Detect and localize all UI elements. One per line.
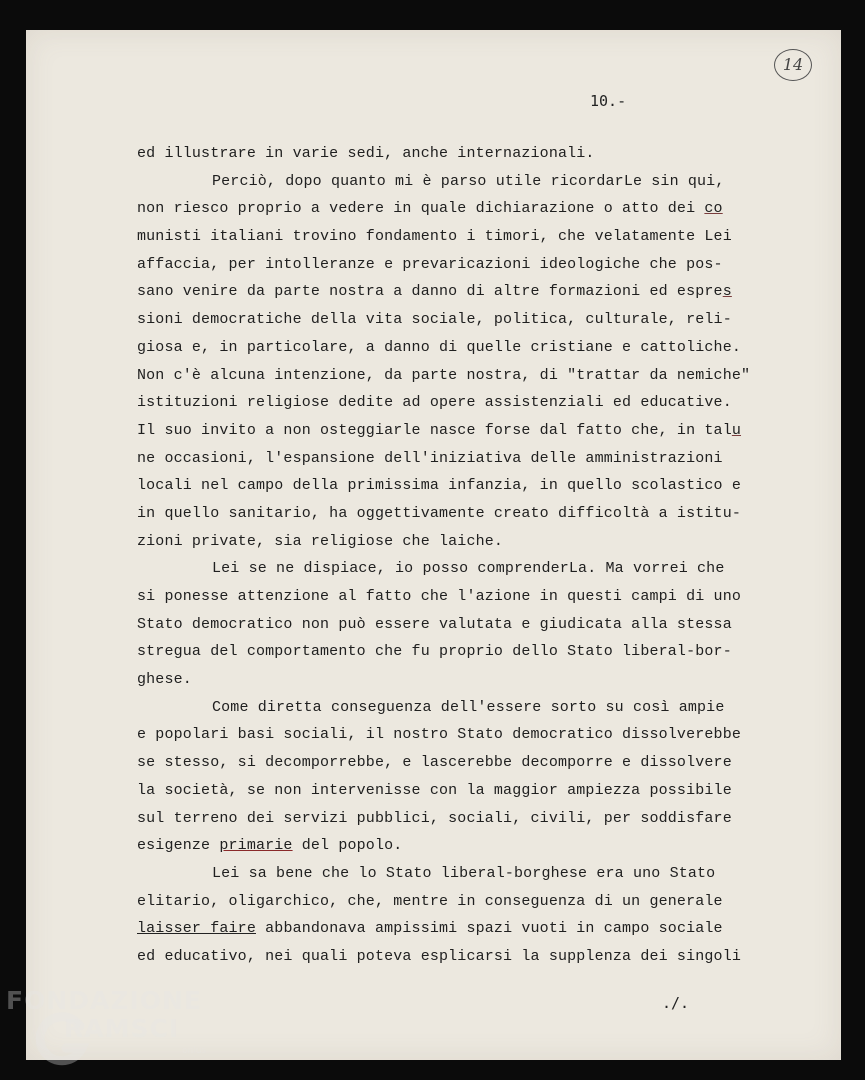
text-line: ghese. bbox=[137, 671, 192, 689]
watermark-suffix: onlus bbox=[182, 1046, 207, 1056]
text-segment: sano venire da parte nostra a danno di altre formazioni ed espre bbox=[137, 283, 723, 301]
text-line: Lei se ne dispiace, io posso comprenderLa. Ma vorrei che bbox=[212, 560, 725, 578]
text-segment: non riesco proprio a vedere in quale dichiarazione o atto dei bbox=[137, 200, 705, 218]
text-line: ne occasioni, l'espansione dell'iniziativa delle amministrazioni bbox=[137, 449, 723, 467]
text-line: e popolari basi sociali, il nostro Stato democratico dissolverebbe bbox=[137, 726, 741, 744]
watermark-line-2: RAMSCI bbox=[64, 1014, 180, 1043]
text-line: Non c'è alcuna intenzione, da parte nostra, di "trattar da nemiche" bbox=[137, 366, 751, 384]
text-segment: abbandonava ampissimi spazi vuoti in campo sociale bbox=[255, 920, 723, 938]
text-segment: del popolo. bbox=[292, 837, 403, 855]
text-line: in quello sanitario, ha oggettivamente creato difficoltà a istitu- bbox=[137, 504, 741, 522]
underlined-text: primarie bbox=[219, 837, 293, 855]
text-line: Lei sa bene che lo Stato liberal-borghese era uno Stato bbox=[212, 864, 716, 882]
text-line: zioni private, sia religiose che laiche. bbox=[137, 532, 504, 550]
folio-number: 14 bbox=[774, 49, 812, 81]
watermark-line-1: FONDAZIONE bbox=[6, 986, 203, 1015]
underlined-text: co bbox=[704, 200, 723, 218]
letter-body bbox=[137, 140, 787, 971]
underlined-text: u bbox=[731, 421, 742, 439]
text-line: giosa e, in particolare, a danno di quelle cristiane e cattoliche. bbox=[137, 338, 741, 356]
text-line bbox=[137, 417, 787, 445]
text-line bbox=[137, 915, 787, 943]
text-line: ed educativo, nei quali poteva esplicarsi la supplenza dei singoli bbox=[137, 947, 741, 965]
text-line bbox=[137, 195, 787, 223]
text-line: sul terreno dei servizi pubblici, sociali, civili, per soddisfare bbox=[137, 809, 732, 827]
text-line: Stato democratico non può essere valutata e giudicata alla stessa bbox=[137, 615, 732, 633]
text-line: istituzioni religiose dedite ad opere assistenziali ed educative. bbox=[137, 394, 732, 412]
text-segment: esigenze bbox=[137, 837, 220, 855]
text-line: stregua del comportamento che fu proprio dello Stato liberal-bor- bbox=[137, 643, 732, 661]
text-line: Perciò, dopo quanto mi è parso utile ricordarLe sin qui, bbox=[212, 172, 725, 190]
text-line: se stesso, si decomporrebbe, e lascerebbe decomporre e dissolvere bbox=[137, 754, 732, 772]
text-line: ed illustrare in varie sedi, anche internazionali. bbox=[137, 145, 595, 162]
text-line: la società, se non intervenisse con la maggior ampiezza possibile bbox=[137, 781, 732, 799]
text-line bbox=[137, 278, 787, 306]
text-line bbox=[137, 832, 787, 860]
text-segment: Il suo invito a non osteggiarle nasce forse dal fatto che, in tal bbox=[137, 421, 732, 439]
underlined-text: s bbox=[722, 283, 732, 301]
text-line: si ponesse attenzione al fatto che l'azione in questi campi di uno bbox=[137, 588, 741, 605]
text-line: sioni democratiche della vita sociale, politica, culturale, reli- bbox=[137, 311, 732, 329]
text-line: elitario, oligarchico, che, mentre in conseguenza di un generale bbox=[137, 892, 723, 910]
text-line: Come diretta conseguenza dell'essere sorto su così ampie bbox=[212, 698, 725, 716]
page-number: 10.- bbox=[590, 92, 627, 110]
continuation-mark: ./. bbox=[662, 994, 690, 1012]
underlined-text: laisser faire bbox=[137, 920, 256, 938]
text-line: locali nel campo della primissima infanzia, in quello scolastico e bbox=[137, 477, 741, 495]
text-line: munisti italiani trovino fondamento i timori, che velatamente Lei bbox=[137, 228, 732, 246]
text-line: affaccia, per intolleranze e prevaricazioni ideologiche che pos- bbox=[137, 255, 723, 273]
